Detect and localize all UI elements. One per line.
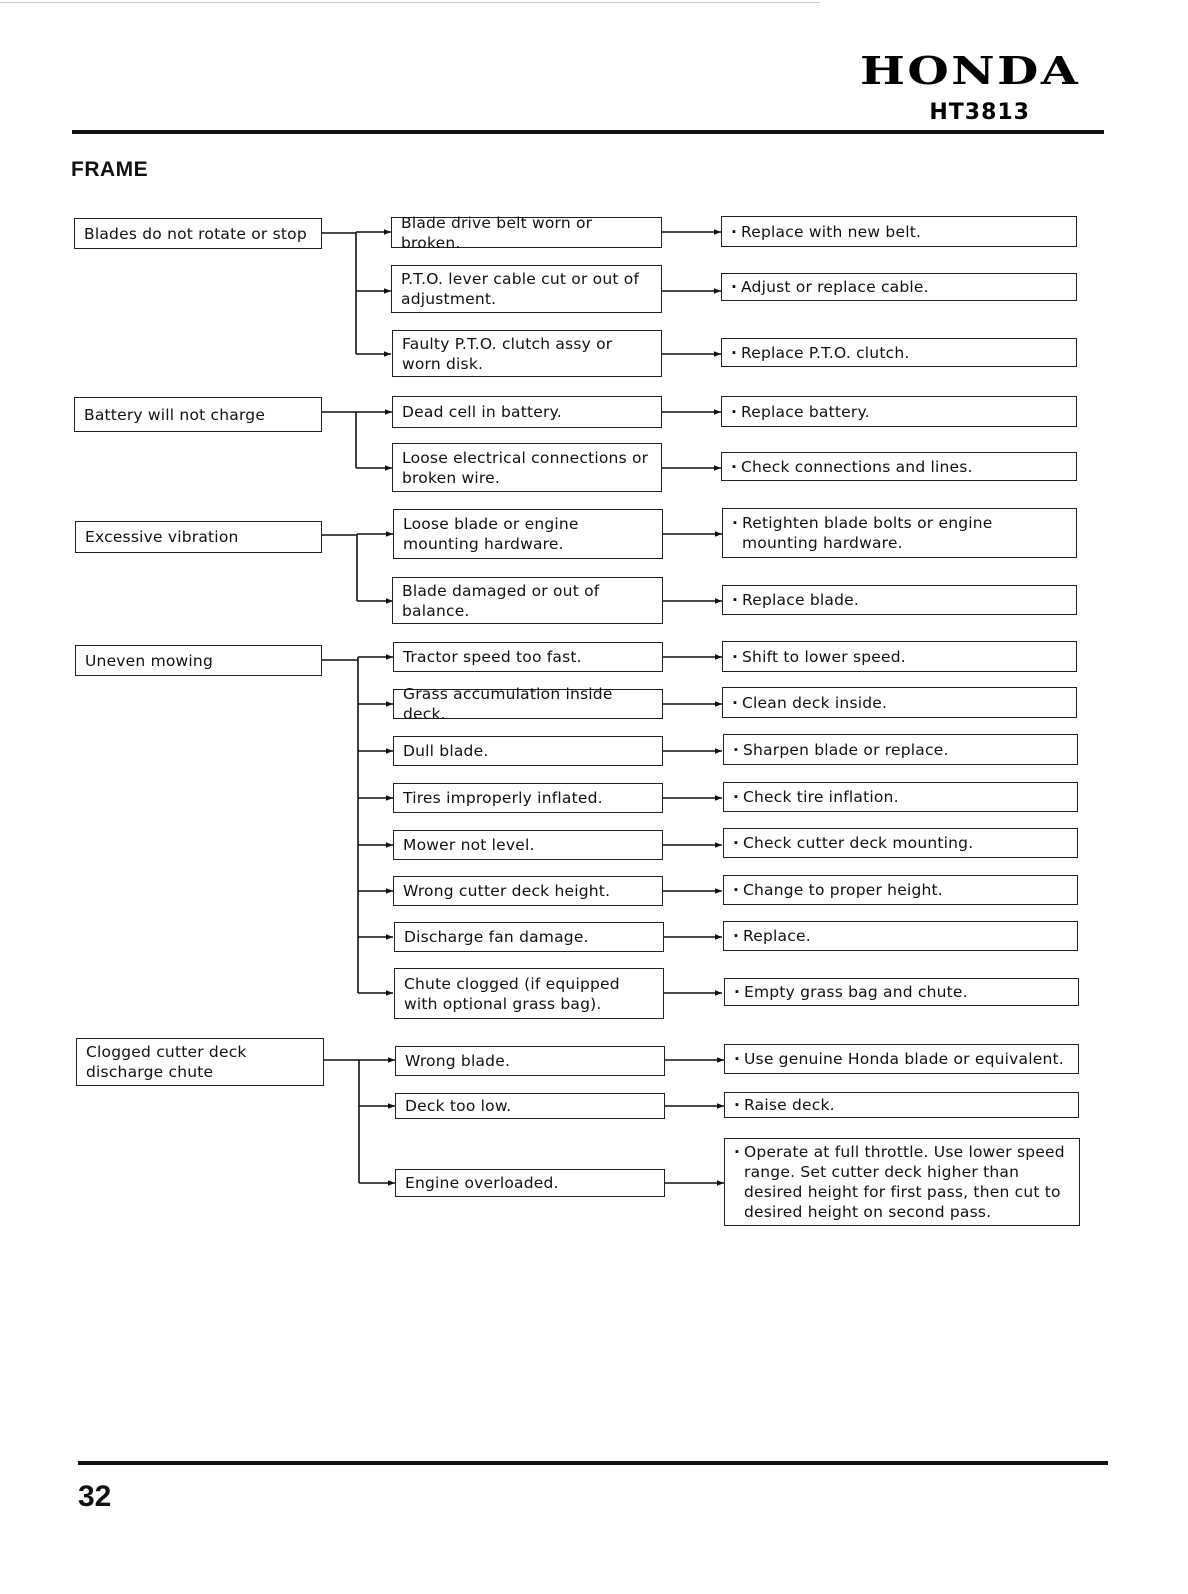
cause-label: Loose blade or engine mounting hardware. <box>403 515 579 553</box>
cause-box <box>392 443 662 492</box>
remedy-label: · Check cutter deck mounting. <box>733 833 973 853</box>
cause-label: Blade damaged or out of balance. <box>402 581 600 620</box>
cause-box <box>395 1046 665 1076</box>
cause-box <box>393 736 663 766</box>
remedy-label: · Replace. <box>733 926 811 946</box>
remedy-label: · Change to proper height. <box>733 880 943 900</box>
remedy-label: · Raise deck. <box>734 1095 835 1115</box>
remedy-label: · Shift to lower speed. <box>732 647 906 667</box>
cause-label: Deck too low. <box>405 1097 512 1115</box>
remedy-label: · Retighten blade bolts or engine mounting hardware. <box>732 513 1067 553</box>
cause-label: Wrong blade. <box>405 1052 511 1070</box>
remedy-box <box>721 216 1077 247</box>
remedy-box <box>721 396 1077 427</box>
cause-label: P.T.O. lever cable cut or out of adjustment. <box>401 270 640 308</box>
cause-label: Blade drive belt worn or broken. <box>401 213 593 252</box>
cause-box <box>393 509 663 559</box>
cause-label: Dull blade. <box>403 742 489 760</box>
cause-box <box>393 642 663 672</box>
symptom-box <box>76 1038 324 1086</box>
remedy-box <box>722 641 1077 672</box>
remedy-box <box>723 828 1078 858</box>
remedy-box <box>724 1138 1080 1226</box>
cause-label: Grass accumulation inside deck. <box>403 685 613 723</box>
cause-box <box>394 922 664 952</box>
remedy-box <box>724 1044 1079 1074</box>
remedy-label: · Operate at full throttle. Use lower speed range. Set cutter deck higher than desired height for first pass, then cut to desired height on second pass. <box>734 1142 1070 1222</box>
symptom-box <box>74 397 322 432</box>
cause-label: Wrong cutter deck height. <box>403 882 611 900</box>
symptom-label: Excessive vibration <box>85 528 239 546</box>
cause-label: Discharge fan damage. <box>404 928 589 946</box>
cause-box <box>392 577 663 624</box>
remedy-label: · Clean deck inside. <box>732 693 887 713</box>
page-number: 32 <box>78 1480 112 1513</box>
cause-box <box>391 265 662 313</box>
symptom-box <box>74 218 322 249</box>
remedy-label: · Check connections and lines. <box>731 457 973 477</box>
cause-box <box>393 876 663 906</box>
section-title: FRAME <box>71 158 149 181</box>
remedy-box <box>722 585 1077 615</box>
honda-logo: HONDA <box>859 48 1080 93</box>
remedy-label: · Adjust or replace cable. <box>731 277 929 297</box>
cause-box <box>393 830 663 860</box>
cause-label: Loose electrical connections or broken wire. <box>402 448 649 487</box>
remedy-box <box>723 921 1078 951</box>
remedy-box <box>724 1092 1079 1118</box>
cause-label: Faulty P.T.O. clutch assy or worn disk. <box>402 334 613 373</box>
cause-box <box>394 968 664 1019</box>
footer-rule <box>78 1461 1108 1465</box>
symptom-label: Battery will not charge <box>84 405 266 424</box>
remedy-box <box>721 452 1077 481</box>
symptom-label: Blades do not rotate or stop <box>84 224 307 243</box>
remedy-label: · Replace P.T.O. clutch. <box>731 343 909 363</box>
cause-box <box>395 1169 665 1197</box>
remedy-label: · Sharpen blade or replace. <box>733 740 949 760</box>
remedy-box <box>723 875 1078 905</box>
cause-label: Mower not level. <box>403 836 535 854</box>
remedy-label: · Check tire inflation. <box>733 787 899 807</box>
cause-label: Tires improperly inflated. <box>403 789 603 807</box>
remedy-label: · Empty grass bag and chute. <box>734 982 968 1002</box>
remedy-box <box>723 734 1078 765</box>
cause-box <box>393 685 663 723</box>
symptom-box <box>75 645 322 676</box>
cause-label: Engine overloaded. <box>405 1174 559 1192</box>
remedy-box <box>721 273 1077 301</box>
remedy-box <box>724 978 1079 1006</box>
cause-box <box>395 1093 665 1119</box>
symptom-box <box>75 521 322 553</box>
cause-label: Tractor speed too fast. <box>403 648 582 666</box>
cause-box <box>392 330 662 377</box>
symptom-label: Uneven mowing <box>85 651 213 670</box>
cause-label: Chute clogged (if equipped with optional grass bag). <box>404 974 620 1013</box>
remedy-box <box>722 508 1077 558</box>
remedy-label: · Replace battery. <box>731 402 870 422</box>
remedy-box <box>723 782 1078 812</box>
cause-label: Dead cell in battery. <box>402 403 562 421</box>
remedy-label: · Replace with new belt. <box>731 222 921 242</box>
cause-box <box>391 213 662 252</box>
remedy-box <box>721 338 1077 367</box>
remedy-label: · Use genuine Honda blade or equivalent. <box>734 1049 1064 1069</box>
cause-box <box>393 783 663 813</box>
symptom-label: Clogged cutter deck discharge chute <box>86 1043 247 1081</box>
model-number: HT3813 <box>929 100 1030 125</box>
remedy-label: · Replace blade. <box>732 590 859 610</box>
remedy-box <box>722 687 1077 718</box>
cause-box <box>392 396 662 428</box>
